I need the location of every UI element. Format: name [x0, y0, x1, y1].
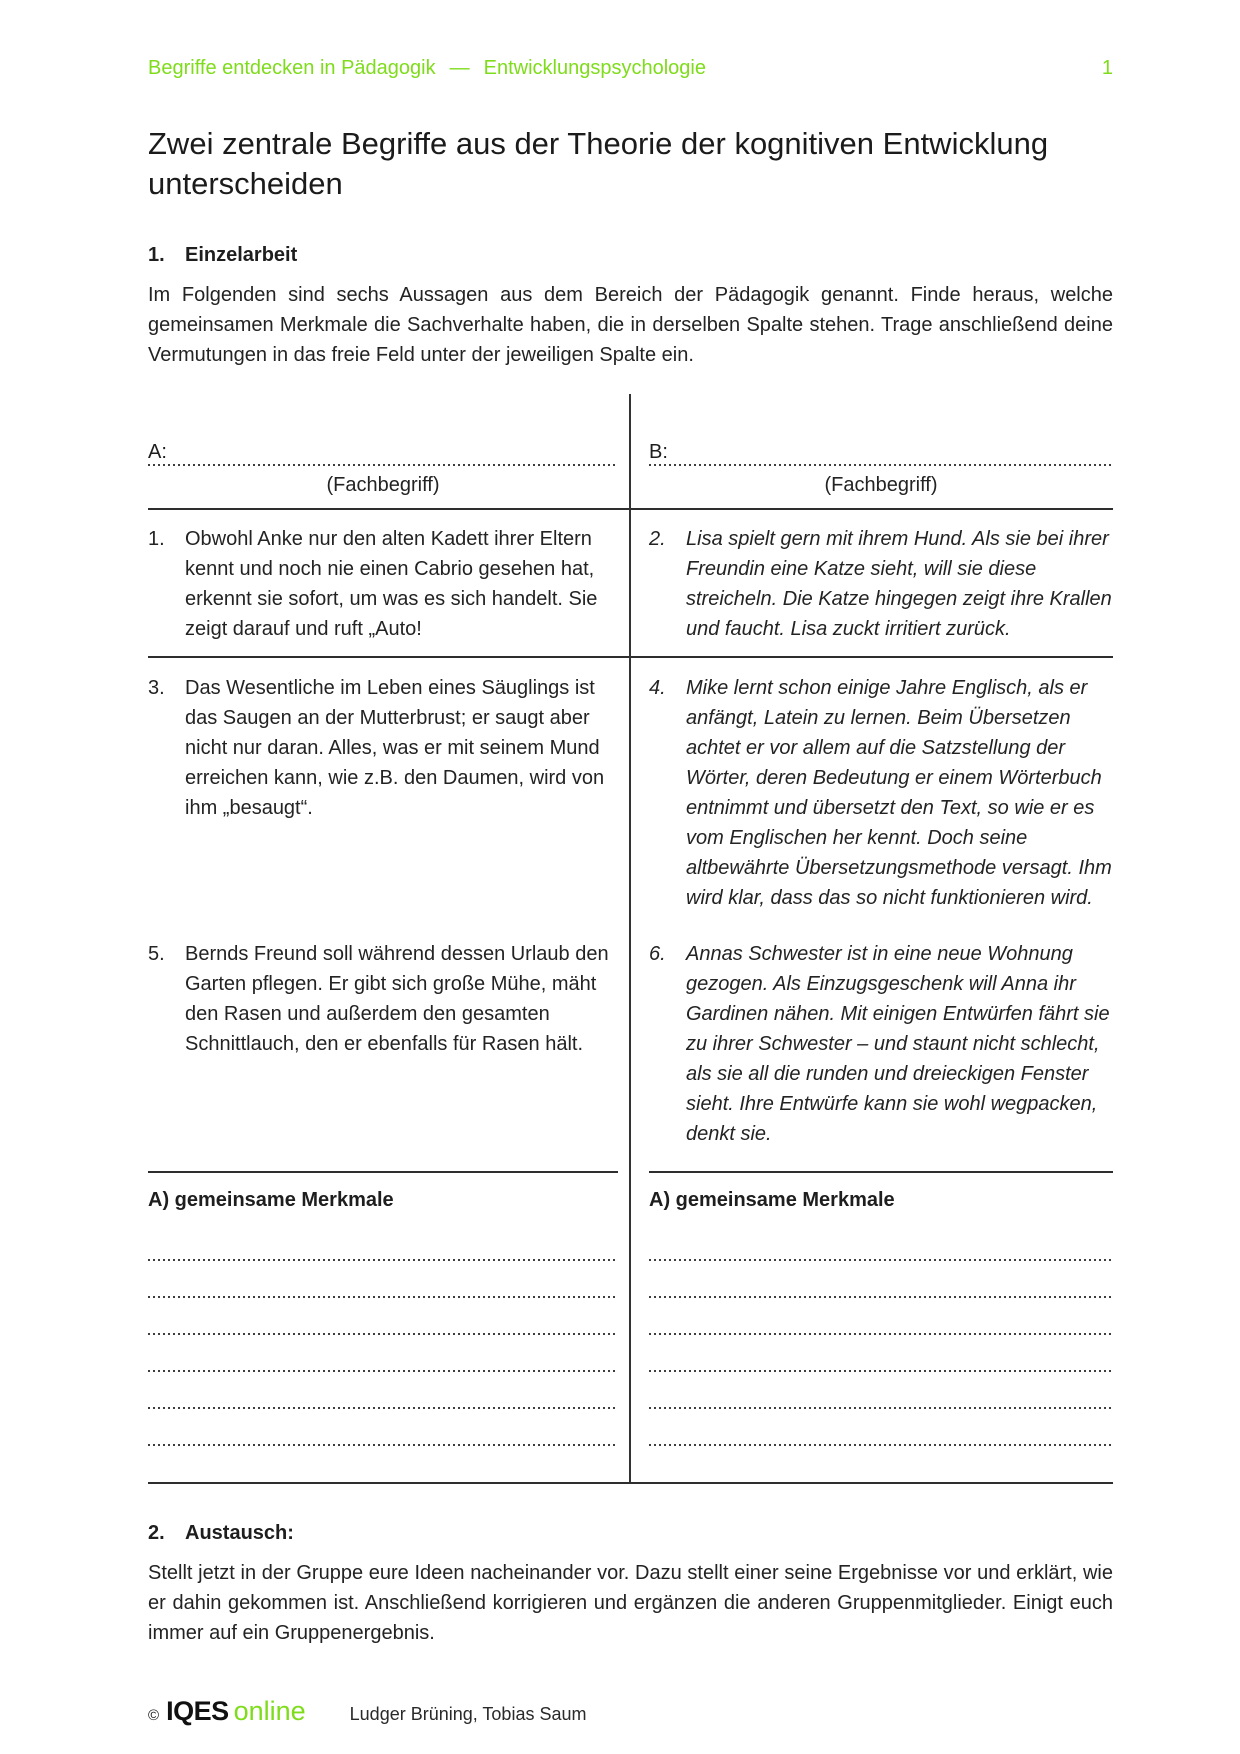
column-b-label: B: — [649, 441, 668, 463]
header-topic: Entwicklungspsychologie — [483, 57, 706, 79]
section-1-heading — [148, 244, 1113, 267]
answer-line — [649, 1409, 1113, 1446]
iqes-logo-online-text: online — [233, 1696, 306, 1726]
merkmale-rule-b — [649, 1171, 1113, 1173]
statement-4-number: 4. — [649, 677, 666, 699]
merkmale-label-a: A) gemeinsame Merkmale — [148, 1189, 394, 1211]
column-a-header — [148, 394, 618, 508]
worksheet-table — [148, 394, 1113, 1484]
header-series-title: Begriffe entdecken in Pädagogik — [148, 57, 436, 79]
answer-line — [148, 1372, 618, 1409]
statement-5-number: 5. — [148, 943, 165, 965]
section-2-heading — [148, 1522, 1113, 1545]
column-b-header — [618, 394, 1113, 508]
statement-5-text: Bernds Freund soll während dessen Urlaub den Garten pflegen. Er gibt sich große Mühe, mäht den Rasen und außerdem den gesamten Schnittlauch, den er ebenfalls für Rasen hält. — [185, 943, 609, 1055]
section-2-title: Austausch: — [185, 1522, 294, 1544]
header-dash: — — [449, 57, 470, 79]
page-footer — [148, 1696, 1113, 1727]
statement-6-number: 6. — [649, 943, 666, 965]
column-b-subheading: (Fachbegriff) — [824, 474, 938, 496]
statement-1-number: 1. — [148, 528, 165, 550]
answer-lines-column-a — [148, 1224, 618, 1446]
statement-4-text: Mike lernt schon einige Jahre Englisch, als er anfängt, Latein zu lernen. Beim Übersetzen achtet er vor allem auf die Satzstellung der Wörter, deren Bedeutung er einem Wörterbuch entnimmt und übersetzt den Text, so wie er es vom Englischen her kennt. Doch seine altbewährte Übersetzungsmethode versagt. Ihm wird klar, dass das so nicht funktionieren wird. — [686, 677, 1112, 909]
statement-2-text: Lisa spielt gern mit ihrem Hund. Als sie bei ihrer Freundin eine Katze sieht, will sie diese streicheln. Die Katze hingegen zeigt ihre Krallen und faucht. Lisa zuckt irritiert zurück. — [686, 528, 1112, 640]
answer-line — [148, 1261, 618, 1298]
answer-line — [649, 1335, 1113, 1372]
section-1-title: Einzelarbeit — [185, 244, 298, 266]
statement-1-text: Obwohl Anke nur den alten Kadett ihrer Eltern kennt und noch nie einen Cabrio gesehen hat, erkennt sie sofort, um was es sich handelt. Sie zeigt darauf und ruft „Auto! — [185, 528, 598, 640]
statement-4-cell — [618, 673, 1113, 913]
statement-3-text: Das Wesentliche im Leben eines Säuglings ist das Saugen an der Mutterbrust; er saugt aber nicht nur daran. Alles, was er mit seinem Mund erreichen kann, wie z.B. den Daumen, wird von ihm „besaugt“. — [185, 677, 605, 819]
statement-2-cell — [618, 524, 1113, 644]
answer-line — [148, 1298, 618, 1335]
header-breadcrumb — [148, 56, 706, 80]
statement-6-text: Annas Schwester ist in eine neue Wohnung gezogen. Als Einzugsgeschenk will Anna ihr Gardinen nähen. Mit einigen Entwürfen fährt sie zu ihrer Schwester – und staunt nicht schlecht, als sie all die runden und dreieckigen Fenster sieht. Ihre Entwürfe kann sie wohl wegpacken, denkt sie. — [686, 943, 1110, 1145]
section-1-number: 1. — [148, 244, 165, 266]
copyright-symbol: © — [148, 1707, 160, 1724]
answer-line — [649, 1261, 1113, 1298]
column-b-label-line — [649, 394, 1113, 466]
merkmale-rule-a — [148, 1171, 618, 1173]
answer-line — [148, 1335, 618, 1372]
merkmale-label-b: A) gemeinsame Merkmale — [649, 1189, 895, 1211]
answer-line — [649, 1298, 1113, 1335]
authors: Ludger Brüning, Tobias Saum — [349, 1704, 587, 1724]
statement-3-number: 3. — [148, 677, 165, 699]
statement-3-cell — [148, 673, 618, 913]
answer-line — [649, 1372, 1113, 1409]
statement-2-number: 2. — [649, 528, 666, 550]
column-divider-line — [629, 394, 631, 1482]
section-1-intro: Im Folgenden sind sechs Aussagen aus dem Bereich der Pädagogik genannt. Finde heraus, welche gemeinsamen Merkmale die Sachverhalte haben, die in derselben Spalte stehen. Trage anschließend deine Vermutungen in das freie Feld unter der jeweiligen Spalte ein. — [148, 284, 1113, 366]
answer-line — [649, 1224, 1113, 1261]
running-header — [148, 0, 1113, 80]
column-a-label: A: — [148, 441, 167, 463]
statement-6-cell — [618, 939, 1113, 1149]
section-2-text: Stellt jetzt in der Gruppe eure Ideen nacheinander vor. Dazu stellt einer seine Ergebnisse vor und erklärt, wie er dahin gekommen ist. Anschließend korrigieren und ergänzen die anderen Gruppenmitglieder. Einigt euch immer auf ein Gruppenergebnis. — [148, 1562, 1113, 1644]
answer-line — [148, 1224, 618, 1261]
column-a-subheading: (Fachbegriff) — [326, 474, 440, 496]
iqes-logo-text: IQES — [166, 1696, 229, 1726]
section-2-number: 2. — [148, 1522, 165, 1544]
page-number: 1 — [1101, 57, 1113, 79]
answer-lines-column-b — [618, 1224, 1113, 1446]
statement-5-cell — [148, 939, 618, 1149]
page-title: Zwei zentrale Begriffe aus der Theorie der kognitiven Entwicklung unterscheiden — [148, 126, 1049, 201]
answer-line — [148, 1409, 618, 1446]
column-a-label-line — [148, 394, 618, 466]
statement-1-cell — [148, 524, 618, 644]
